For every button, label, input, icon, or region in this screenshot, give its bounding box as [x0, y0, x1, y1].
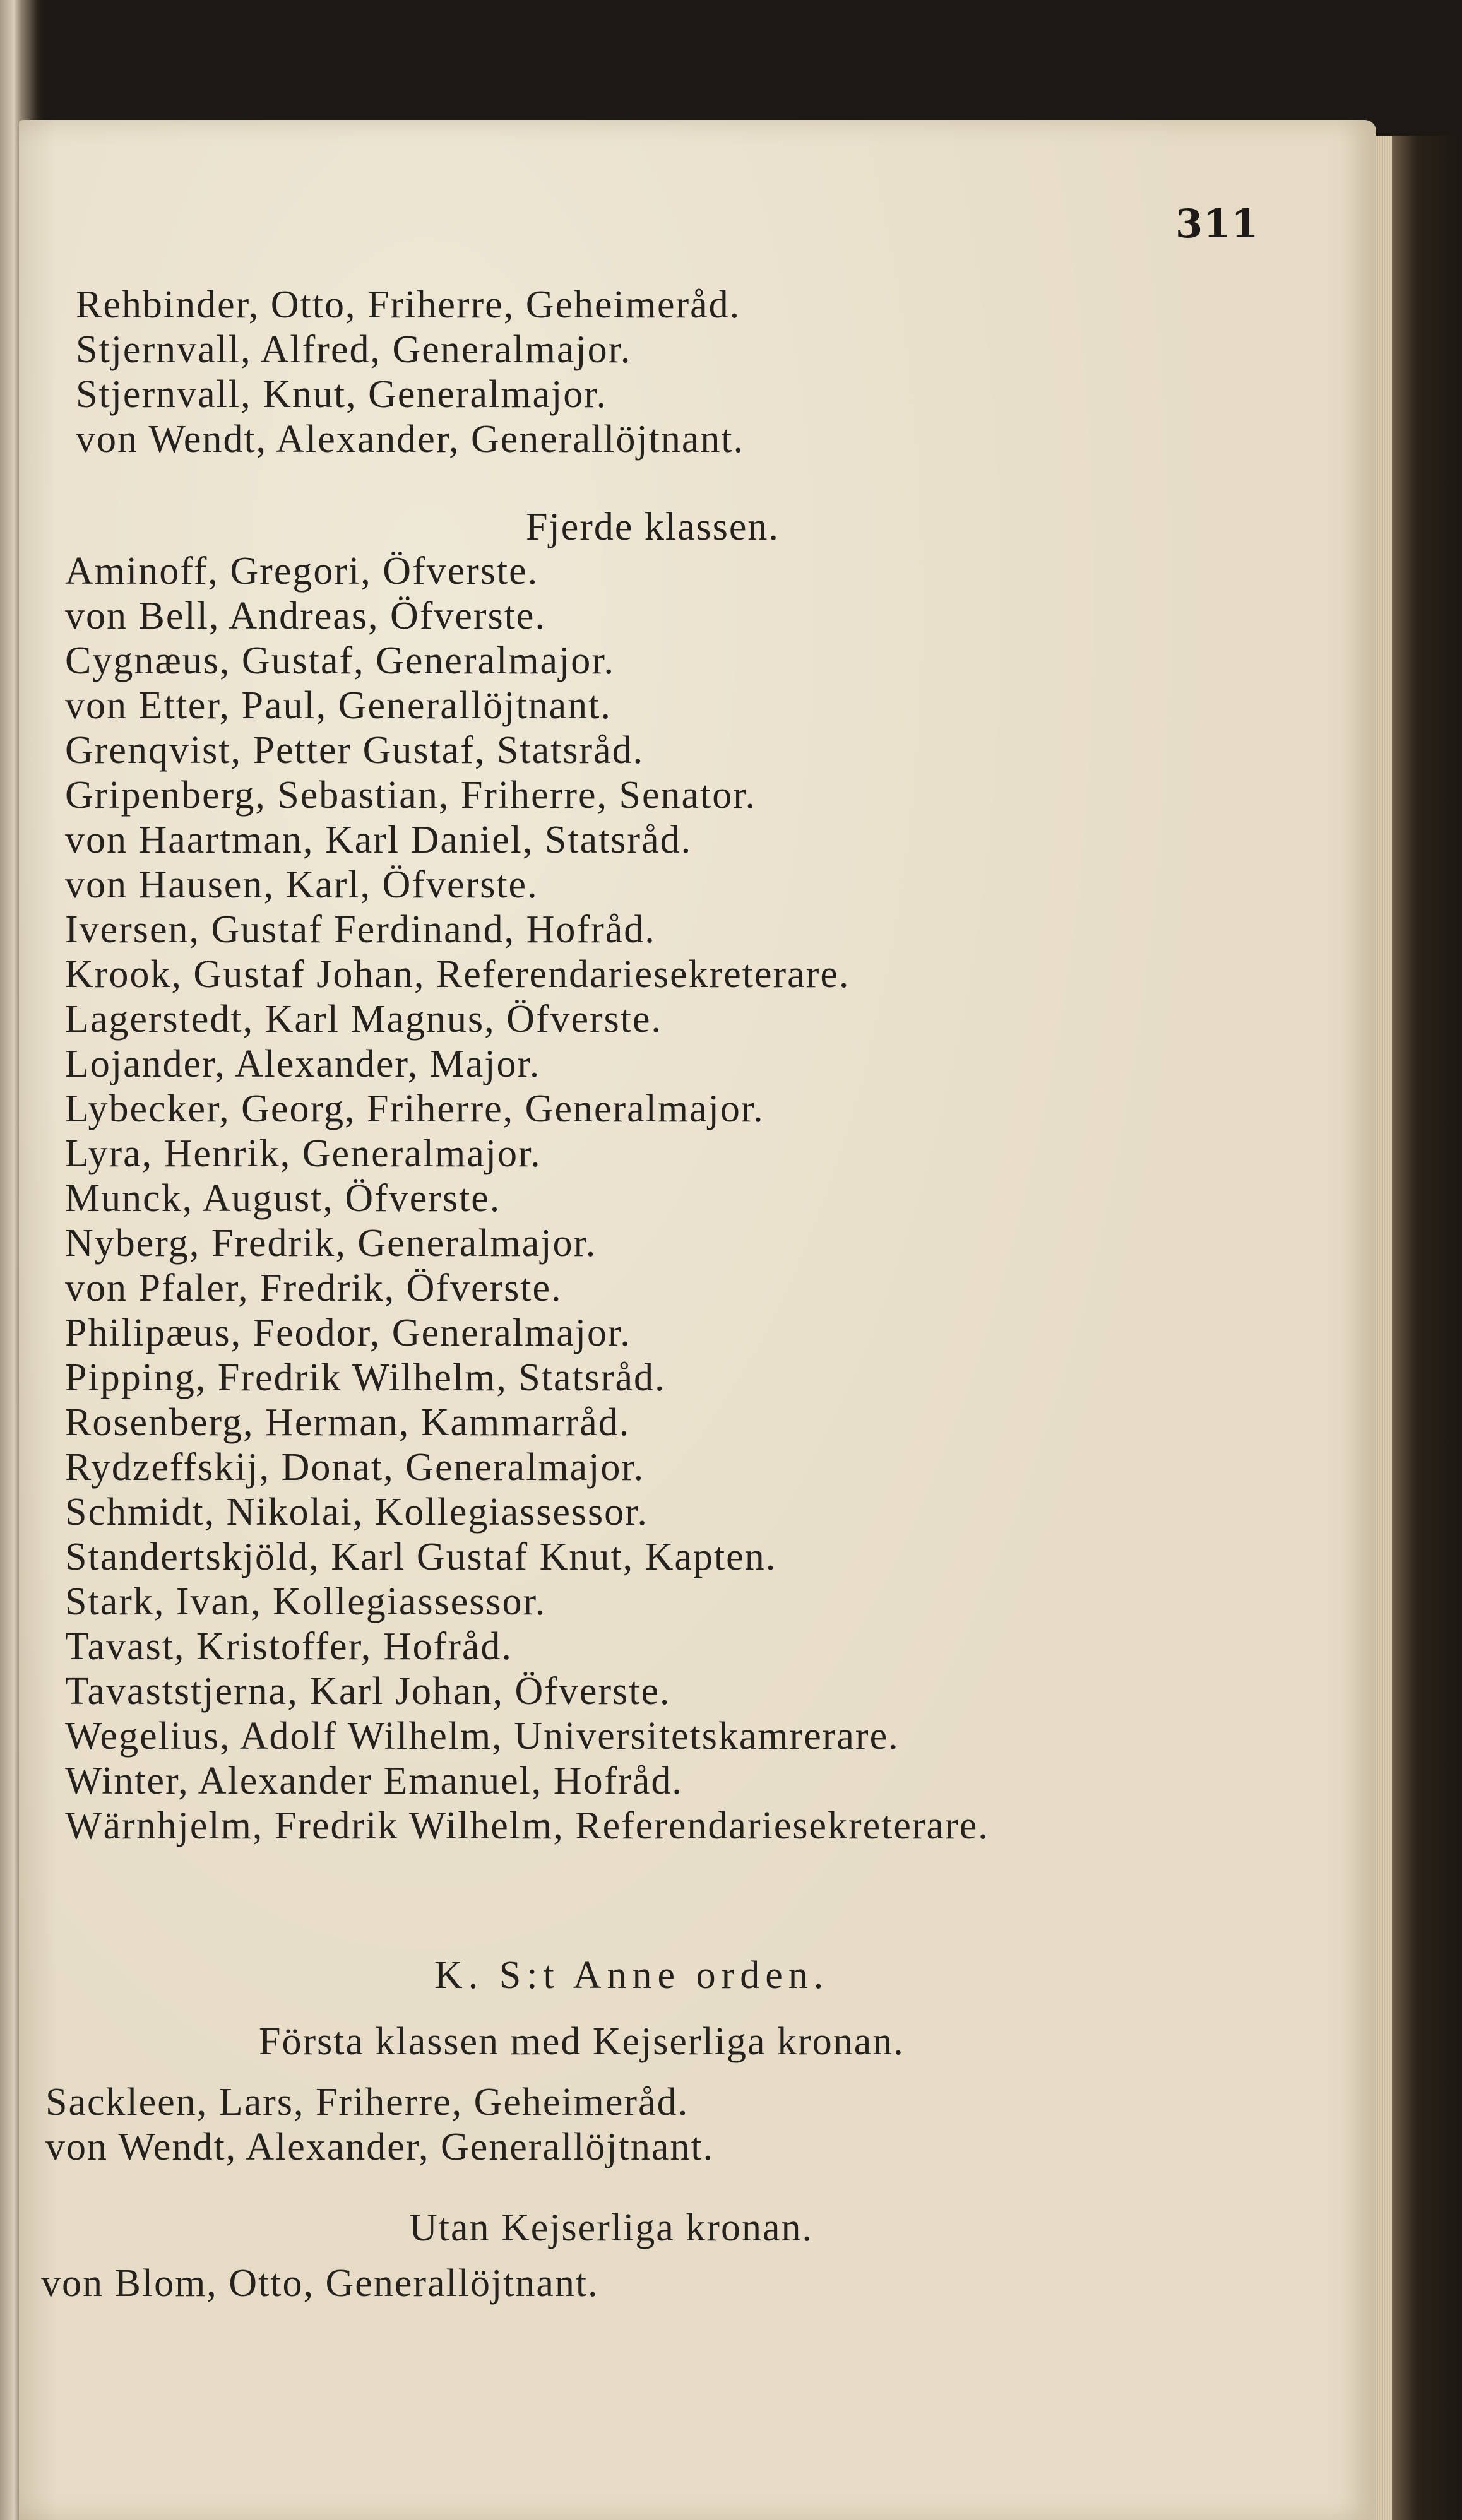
list-item: Sackleen, Lars, Friherre, Geheimeråd. [45, 2081, 689, 2124]
list-item: Krook, Gustaf Johan, Referendariesekreterare. [65, 953, 850, 996]
list-item: Rehbinder, Otto, Friherre, Geheimeråd. [76, 283, 741, 326]
list-item: Gripenberg, Sebastian, Friherre, Senator. [65, 774, 756, 817]
section-heading-utan-kronan: Utan Kejserliga kronan. [409, 2206, 813, 2249]
entries-block-1 [76, 283, 744, 462]
list-item: von Pfaler, Fredrik, Öfverste. [65, 1267, 562, 1310]
list-item: Lyra, Henrik, Generalmajor. [65, 1132, 542, 1175]
entries-block-3 [45, 2080, 714, 2170]
list-item: Standertskjöld, Karl Gustaf Knut, Kapten. [65, 1535, 777, 1578]
list-item: Stjernvall, Alfred, Generalmajor. [76, 328, 632, 371]
page-edge-shadow [1392, 136, 1462, 2520]
list-item: von Bell, Andreas, Öfverste. [65, 595, 546, 637]
list-item: Lagerstedt, Karl Magnus, Öfverste. [65, 998, 663, 1041]
list-item: von Wendt, Alexander, Generallöjtnant. [45, 2126, 715, 2168]
list-item: Winter, Alexander Emanuel, Hofråd. [65, 1760, 683, 1802]
section-heading-order: K. S:t Anne orden. [434, 1954, 829, 1997]
list-item: Iversen, Gustaf Ferdinand, Hofråd. [65, 908, 656, 951]
list-item: Wärnhjelm, Fredrik Wilhelm, Referendariesekreterare. [65, 1804, 989, 1847]
list-item: von Wendt, Alexander, Generallöjtnant. [76, 418, 745, 461]
list-item: Rosenberg, Herman, Kammarråd. [65, 1401, 631, 1444]
list-item: Lojander, Alexander, Major. [65, 1043, 541, 1085]
section-heading-forsta-klassen: Första klassen med Kejserliga kronan. [259, 2020, 905, 2063]
section-heading-fjerde-klassen: Fjerde klassen. [526, 506, 780, 548]
list-item: Pipping, Fredrik Wilhelm, Statsråd. [65, 1356, 666, 1399]
list-item: von Haartman, Karl Daniel, Statsråd. [65, 819, 692, 861]
list-item: Tavast, Kristoffer, Hofråd. [65, 1625, 513, 1668]
list-item: Wegelius, Adolf Wilhelm, Universitetskamrerare. [65, 1715, 900, 1758]
list-item: Philipæus, Feodor, Generalmajor. [65, 1311, 631, 1354]
list-item: Nyberg, Fredrik, Generalmajor. [65, 1222, 597, 1265]
page-number: 311 [1175, 201, 1259, 247]
list-item: Grenqvist, Petter Gustaf, Statsråd. [65, 729, 645, 772]
list-item: Stjernvall, Knut, Generalmajor. [76, 373, 607, 416]
list-item: Lybecker, Georg, Friherre, Generalmajor. [65, 1087, 764, 1130]
list-item: Rydzeffskij, Donat, Generalmajor. [65, 1446, 645, 1489]
list-item: von Etter, Paul, Generallöjtnant. [65, 684, 612, 727]
list-item: Aminoff, Gregori, Öfverste. [65, 550, 539, 593]
list-item: Cygnæus, Gustaf, Generalmajor. [65, 639, 615, 682]
list-item: Munck, August, Öfverste. [65, 1177, 501, 1220]
list-item: Stark, Ivan, Kollegiassessor. [65, 1580, 547, 1623]
list-item: Tavaststjerna, Karl Johan, Öfverste. [65, 1670, 671, 1713]
entries-block-4 [41, 2261, 599, 2306]
list-item: Schmidt, Nikolai, Kollegiassessor. [65, 1491, 648, 1534]
list-item: von Hausen, Karl, Öfverste. [65, 863, 538, 906]
list-item: von Blom, Otto, Generallöjtnant. [41, 2262, 599, 2305]
entries-block-2 [65, 549, 989, 1849]
